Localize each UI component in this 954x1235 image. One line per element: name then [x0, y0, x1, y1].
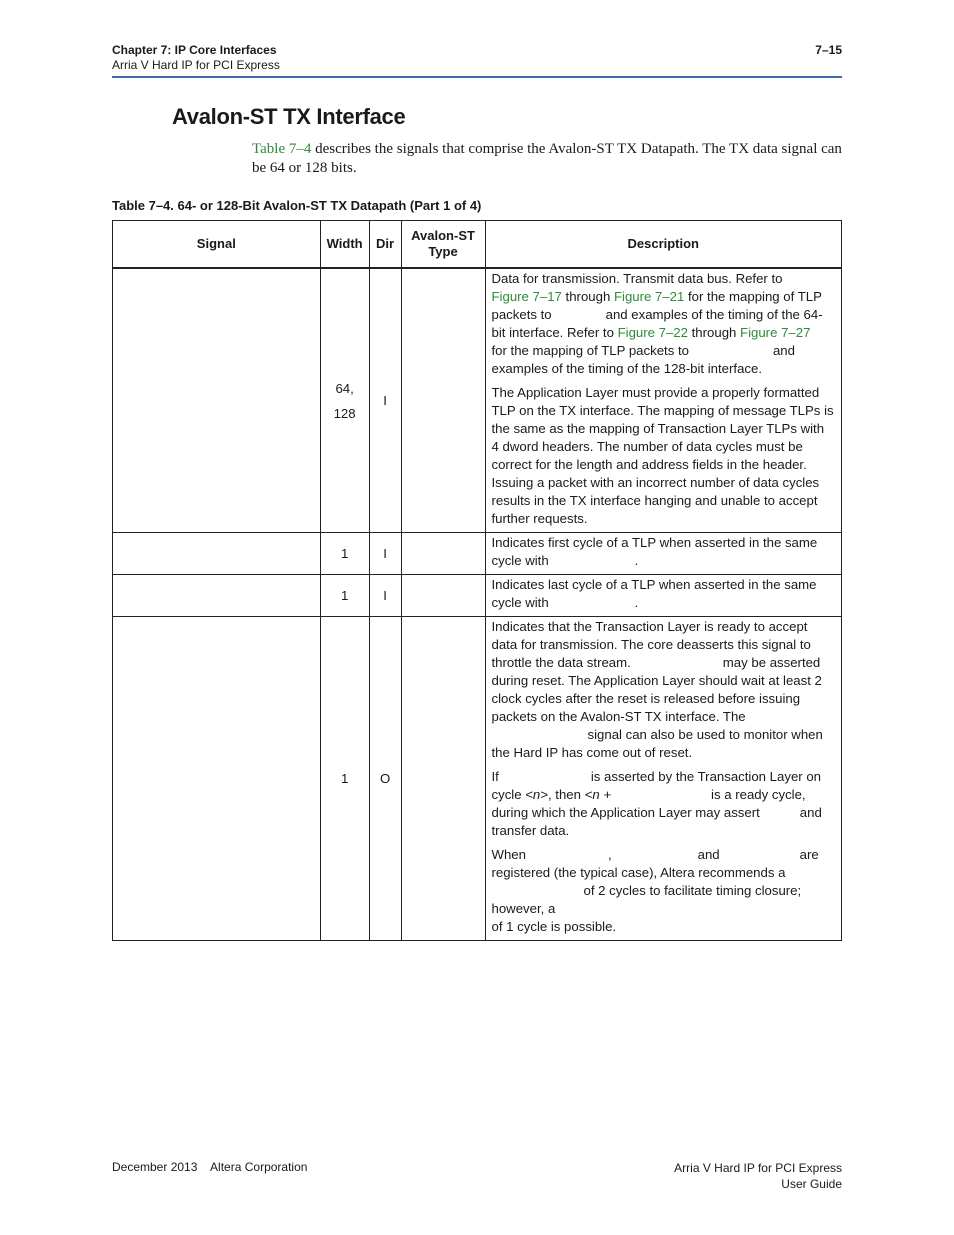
width-cell: 1: [320, 533, 369, 575]
desc-text: When: [491, 847, 526, 862]
signal-cell: [113, 575, 321, 617]
col-type: Avalon-ST Type: [401, 221, 485, 269]
desc-text: of 1 cycle is possible.: [491, 919, 617, 934]
desc-var: <n>: [525, 787, 548, 802]
table-row: [113, 575, 842, 617]
type-cell: [401, 575, 485, 617]
desc-text: Indicates first cycle of a TLP when asserted in the same cycle with: [491, 535, 818, 568]
description-paragraph: [492, 618, 836, 762]
desc-text: and transfer data.: [491, 805, 822, 838]
width-cell: 1: [320, 617, 369, 941]
width-cell: 1: [320, 575, 369, 617]
width-value: 64,: [335, 380, 354, 396]
signal-cell: [113, 268, 321, 533]
chapter-title: Chapter 7: IP Core Interfaces: [112, 43, 277, 57]
table-link[interactable]: Table 7–4: [252, 141, 312, 157]
document-subtitle: Arria V Hard IP for PCI Express: [112, 58, 280, 72]
desc-text: through: [561, 289, 614, 304]
table-row: [113, 533, 842, 575]
dir-cell: I: [369, 533, 401, 575]
col-width: Width: [320, 221, 369, 269]
width-value: 128: [333, 405, 356, 421]
col-description: Description: [485, 221, 842, 269]
description-paragraph: [492, 846, 836, 936]
desc-text: are registered (the typical case), Altera recommends a: [491, 847, 819, 880]
desc-text: .: [634, 553, 639, 568]
footer-doc-title: Arria V Hard IP for PCI Express: [674, 1161, 842, 1175]
description-cell: [485, 533, 842, 575]
type-cell: [401, 268, 485, 533]
desc-text: for the mapping of TLP packets to: [491, 343, 689, 358]
signal-cell: [113, 617, 321, 941]
page-number: 7–15: [815, 43, 842, 57]
figure-link[interactable]: Figure 7–17: [491, 289, 562, 304]
table-header-row: [113, 221, 842, 269]
signal-table: [112, 220, 842, 941]
desc-text: and examples of the timing of the 64-bit interface. Refer to: [491, 307, 823, 340]
desc-text: Indicates last cycle of a TLP when asserted in the same cycle with: [491, 577, 817, 610]
col-signal: Signal: [113, 221, 321, 269]
footer-doc-type: User Guide: [781, 1177, 842, 1191]
desc-text: signal can also be used to monitor when the Hard IP has come out of reset.: [491, 727, 823, 760]
footer-right: [674, 1160, 842, 1192]
running-header: [112, 43, 280, 73]
description-paragraph: [492, 768, 836, 840]
desc-text: for the mapping of TLP packets to: [491, 289, 822, 322]
table-row: [113, 268, 842, 533]
type-cell: [401, 533, 485, 575]
table-caption: Table 7–4. 64- or 128-Bit Avalon-ST TX Datapath (Part 1 of 4): [112, 198, 482, 213]
desc-text: Data for transmission. Transmit data bus. Refer to: [491, 271, 783, 286]
col-dir: Dir: [369, 221, 401, 269]
dir-cell: O: [369, 617, 401, 941]
desc-text: through: [687, 325, 741, 340]
dir-cell: I: [369, 575, 401, 617]
type-cell: [401, 617, 485, 941]
dir-cell: I: [369, 268, 401, 533]
desc-text: of 2 cycles to facilitate timing closure; however, a: [491, 883, 802, 916]
intro-text: describes the signals that comprise the Avalon-ST TX Datapath. The TX data signal can be 64 or 128 bits.: [252, 141, 842, 176]
figure-link[interactable]: Figure 7–21: [613, 289, 685, 304]
section-title: Avalon-ST TX Interface: [172, 104, 406, 129]
desc-text: and: [697, 847, 720, 862]
table-row: [113, 617, 842, 941]
desc-text: ,: [607, 847, 612, 862]
description-paragraph: The Application Layer must provide a properly formatted TLP on the TX interface. The mapping of message TLPs is the same as the mapping of Transaction Layer TLPs with 4 dword headers. The number of data cycles must be correct for the length and address fields in the header. Issuing a packet with an incorrect number of data cycles results in the TX interface hanging and unable to accept further requests.: [491, 385, 834, 526]
intro-paragraph: [252, 140, 842, 178]
desc-var: <n +: [584, 787, 612, 802]
desc-text: and examples of the timing of the 128-bit interface.: [491, 343, 795, 376]
footer-left: December 2013 Altera Corporation: [112, 1160, 308, 1174]
description-cell: [485, 268, 842, 533]
signal-cell: [113, 533, 321, 575]
desc-text: is asserted by the Transaction Layer on cycle: [491, 769, 822, 802]
width-cell: [320, 268, 369, 533]
desc-text: .: [634, 595, 639, 610]
desc-text: Indicates that the Transaction Layer is ready to accept data for transmission. The core deasserts this signal to throttle the data stream.: [491, 619, 811, 670]
description-cell: [485, 617, 842, 941]
desc-text: may be asserted during reset. The Application Layer should wait at least 2 clock cycles after the reset is released before issuing packets on the Avalon-ST TX interface. The: [491, 655, 822, 724]
description-paragraph: [492, 270, 836, 378]
figure-link[interactable]: Figure 7–27: [740, 325, 811, 340]
description-cell: [485, 575, 842, 617]
desc-text: If: [491, 769, 499, 784]
header-rule: [112, 76, 842, 78]
desc-text: is a ready cycle, during which the Application Layer may assert: [491, 787, 806, 820]
desc-text: , then: [547, 787, 585, 802]
figure-link[interactable]: Figure 7–22: [617, 325, 688, 340]
